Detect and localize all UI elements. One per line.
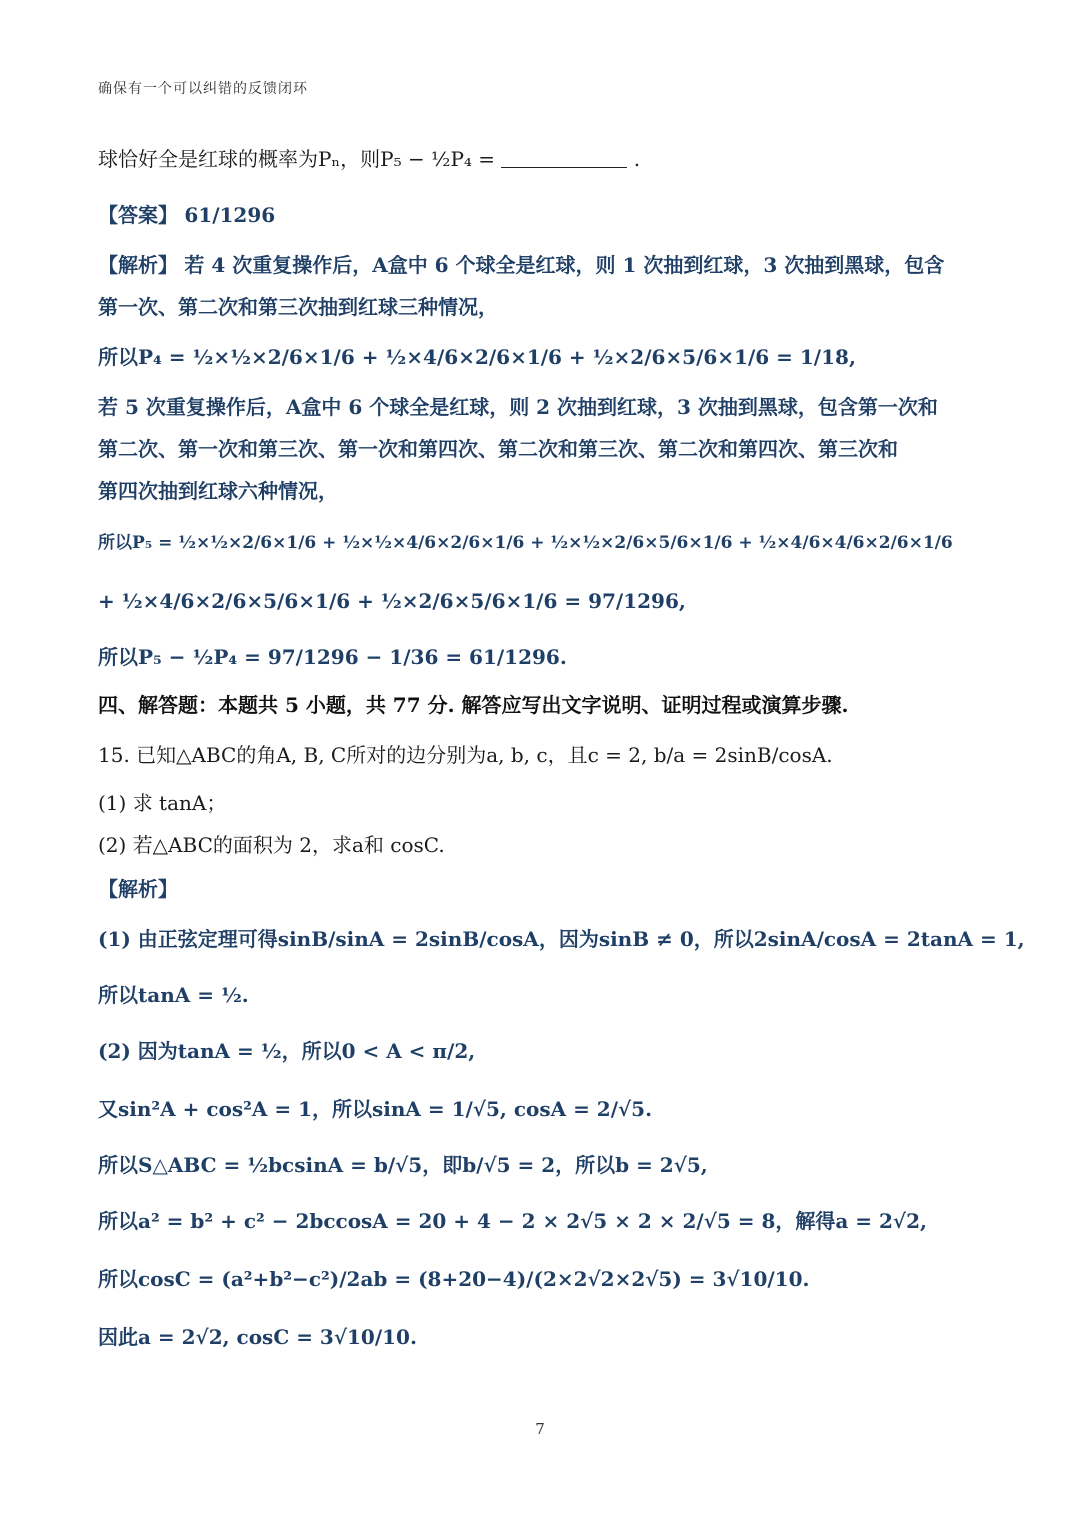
solution-line: 所以S△ABC = ½bcsinA = b/√5，即b/√5 = 2，所以b = 2√5, xyxy=(98,1153,708,1177)
formula-line: 所以P₄ = ½×½×2/6×1/6 + ½×4/6×2/6×1/6 + ½×2/6×5/6×1/6 = 1/18, xyxy=(98,345,856,369)
answer-tag: 【答案】 xyxy=(98,203,178,227)
answer-line xyxy=(98,200,1040,230)
analysis-line: 若 5 次重复操作后，A盒中 6 个球全是红球，则 2 次抽到红球，3 次抽到黑球，包含第一次和 xyxy=(98,395,938,419)
solution-line: 所以a² = b² + c² − 2bccosA = 20 + 4 − 2 × 2√5 × 2 × 2/√5 = 8，解得a = 2√2, xyxy=(98,1209,927,1233)
solution-line: 所以tanA = ½. xyxy=(98,983,249,1007)
solution-line: 因此a = 2√2, cosC = 3√10/10. xyxy=(98,1325,417,1349)
analysis-tag: 【解析】 xyxy=(98,253,178,277)
answer-blank xyxy=(501,149,627,168)
analysis-heading xyxy=(98,874,1040,904)
problem-statement: 15. 已知△ABC的角A, B, C所对的边分别为a, b, c，且c = 2, b/a = 2sinB/cosA. xyxy=(98,743,833,767)
solution-line: (2) 因为tanA = ½，所以0 < A < π/2, xyxy=(98,1039,476,1063)
analysis-text: 若 4 次重复操作后，A盒中 6 个球全是红球，则 1 次抽到红球，3 次抽到黑球，包含 xyxy=(184,253,945,277)
formula-line: + ½×4/6×2/6×5/6×1/6 + ½×2/6×5/6×1/6 = 97/1296, xyxy=(98,589,686,613)
analysis-tag: 【解析】 xyxy=(98,877,178,901)
answer-value: 61/1296 xyxy=(184,203,276,227)
solution-line: (1) 由正弦定理可得sinB/sinA = 2sinB/cosA，因为sinB ≠ 0，所以2sinA/cosA = 2tanA = 1, xyxy=(98,927,1025,951)
analysis-line: 第一次、第二次和第三次抽到红球三种情况， xyxy=(98,295,498,319)
page-header: 确保有一个可以纠错的反馈闭环 xyxy=(98,81,308,97)
text-line xyxy=(98,144,1040,174)
question-stem: 球恰好全是红球的概率为Pₙ，则P₅ − ½P₄ = xyxy=(98,147,496,171)
sub-question-2: (2) 若△ABC的面积为 2，求a和 cosC. xyxy=(98,833,445,857)
solution-line: 又sin²A + cos²A = 1，所以sinA = 1/√5, cosA = 2/√5. xyxy=(98,1097,653,1121)
formula-line: 所以P₅ − ½P₄ = 97/1296 − 1/36 = 61/1296. xyxy=(98,645,567,669)
formula-line: 所以P₅ = ½×½×2/6×1/6 + ½×½×4/6×2/6×1/6 + ½×½×2/6×5/6×1/6 + ½×4/6×4/6×2/6×1/6 xyxy=(98,533,953,553)
page-number: 7 xyxy=(535,1420,545,1438)
solution-line: 所以cosC = (a²+b²−c²)/2ab = (8+20−4)/(2×2√2×2√5) = 3√10/10. xyxy=(98,1267,810,1291)
analysis-line: 第二次、第一次和第三次、第一次和第四次、第二次和第三次、第二次和第四次、第三次和 xyxy=(98,437,898,461)
question-stem-end: . xyxy=(633,147,641,171)
section-heading: 四、解答题：本题共 5 小题，共 77 分. 解答应写出文字说明、证明过程或演算步骤. xyxy=(98,693,849,717)
analysis-line xyxy=(98,250,1040,280)
sub-question-1: (1) 求 tanA； xyxy=(98,791,227,815)
analysis-line: 第四次抽到红球六种情况， xyxy=(98,479,338,503)
